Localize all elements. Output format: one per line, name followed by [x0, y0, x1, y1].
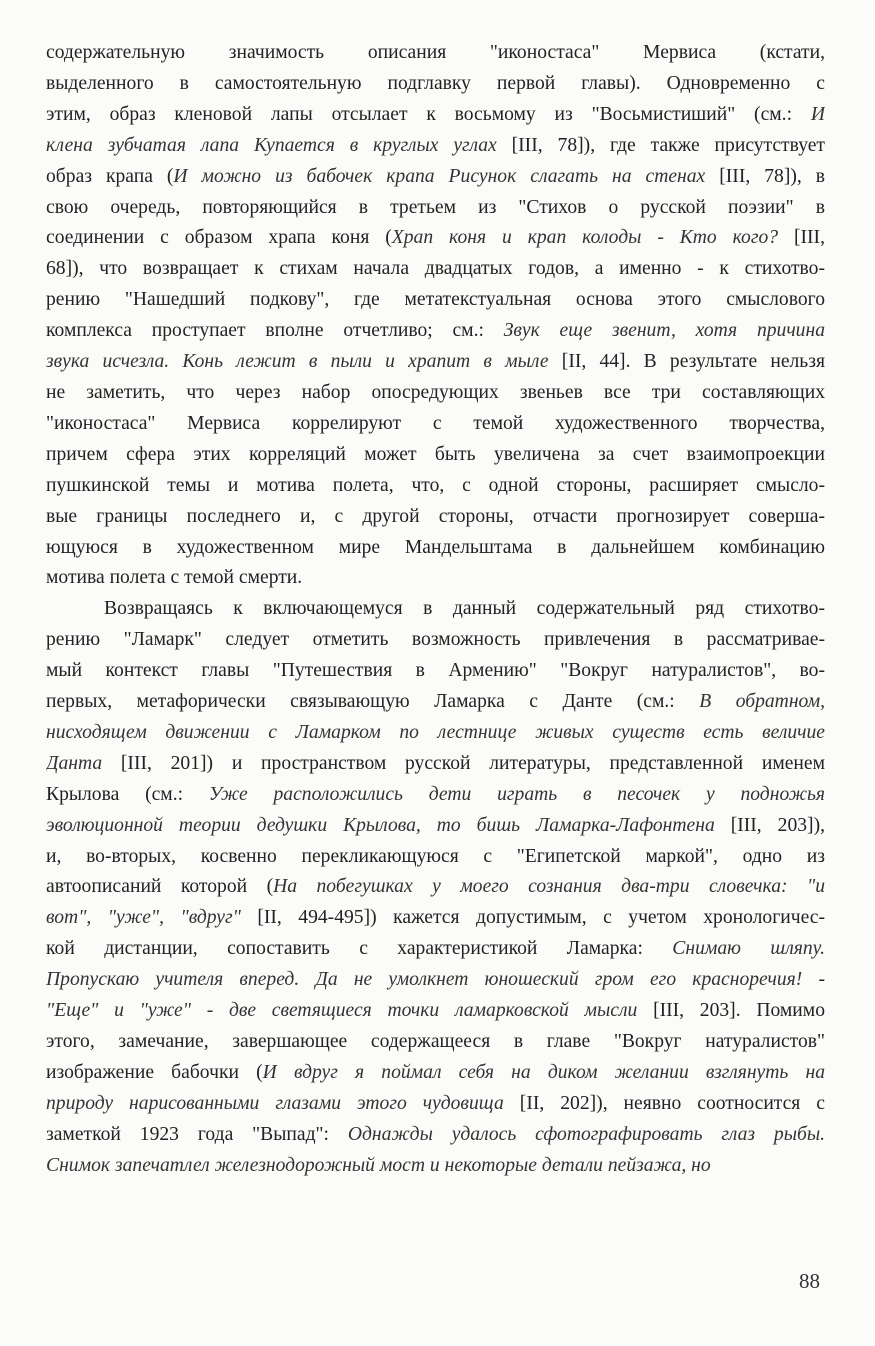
italic-quote: нисходящем движении с Ламарком по лестнице живых существ есть величие: [46, 721, 825, 743]
italic-quote: Храп коня и крап колоды - Кто кого?: [391, 227, 779, 249]
paragraph: [46, 38, 825, 594]
text-line: [46, 563, 825, 594]
text-line: [46, 872, 825, 903]
text-line: [46, 409, 825, 440]
text-line: [46, 1120, 825, 1151]
text-run: комплекса проступает вполне отчетливо; см.:: [46, 320, 504, 342]
page-number: 88: [799, 1269, 820, 1293]
italic-quote: звука исчезла. Конь лежит в пыли и храпит в мыле: [46, 351, 549, 373]
text-line: [46, 223, 825, 254]
italic-quote: Пропускаю учителя вперед. Да не умолкнет юношеский гром его красноречия!: [46, 969, 803, 991]
text-run: свою очередь, повторяющийся в третьем из "Стихов о русской поэзии" в: [46, 196, 825, 218]
text-run: рению "Нашедший подкову", где метатекстуальная основа этого смыслового: [46, 289, 825, 311]
text-run: образ крапа (: [46, 165, 174, 187]
text-line: [46, 811, 825, 842]
text-line: [46, 533, 825, 564]
text-line: [46, 749, 825, 780]
text-line: [46, 1151, 825, 1182]
text-line: [46, 502, 825, 533]
text-run: кой дистанции, сопоставить с характеристикой Ламарка:: [46, 938, 673, 960]
text-run: [II, 494-495]) кажется допустимым, с учетом хронологичес-: [240, 907, 825, 929]
text-run: изображение бабочки (: [46, 1061, 263, 1083]
text-run: Возвращаясь к включающемуся в данный содержательный ряд стихотво-: [104, 598, 825, 620]
text-run: [III, 201]) и пространством русской литературы, представленной именем: [102, 752, 825, 774]
text-line: [46, 625, 825, 656]
italic-quote: Снимок запечатлел железнодорожный мост и некоторые детали пейзажа, но: [46, 1154, 711, 1176]
italic-quote: Уже расположились дети играть в песочек у подножья: [208, 783, 825, 805]
italic-quote: эволюционной теории дедушки Крылова, то бишь Ламарка-Лафонтена: [46, 814, 715, 836]
italic-quote: И: [810, 103, 825, 125]
text-line: [46, 38, 825, 69]
text-run: автоописаний которой (: [46, 876, 274, 898]
italic-quote: природу нарисованными глазами этого чудовища: [46, 1092, 504, 1114]
body-text: [46, 38, 825, 1182]
italic-quote: клена зубчатая лапа Купается в круглых углах: [46, 134, 497, 156]
text-run: [III, 203]. Помимо: [637, 1000, 825, 1022]
text-line: [46, 1027, 825, 1058]
italic-quote: "Еще" и "уже" - две светящиеся точки ламарковской мысли: [46, 1000, 638, 1022]
text-run: содержательную значимость описания "иконостаса" Мервиса (кстати,: [46, 42, 825, 63]
text-line: [46, 285, 825, 316]
text-run: [II, 44]. В результате нельзя: [548, 351, 825, 373]
text-line: [46, 996, 825, 1027]
text-run: заметкой 1923 года "Выпад":: [46, 1123, 348, 1145]
text-run: ющуюся в художественном мире Мандельштама в дальнейшем комбинацию: [46, 536, 825, 558]
text-line: [46, 934, 825, 965]
italic-quote: И вдруг я поймал себя на диком желании взглянуть на: [262, 1061, 825, 1083]
text-run: рению "Ламарк" следует отметить возможность привлечения в рассматривае-: [46, 629, 825, 651]
italic-quote: Данта: [46, 752, 103, 774]
text-run: [III,: [778, 227, 825, 249]
text-line: [46, 131, 825, 162]
text-line: [46, 718, 825, 749]
text-line: [46, 1058, 825, 1089]
text-line: [46, 656, 825, 687]
text-run: этого, замечание, завершающее содержащееся в главе "Вокруг натуралистов": [46, 1031, 825, 1052]
text-line: [46, 903, 825, 934]
text-line: [46, 780, 825, 811]
text-line: [46, 440, 825, 471]
italic-quote: Звук еще звенит, хотя причина: [503, 320, 825, 342]
text-line: [46, 965, 825, 996]
text-run: не заметить, что через набор опосредующих звеньев все три составляющих: [46, 381, 825, 403]
text-line: [46, 471, 825, 502]
text-line: [46, 842, 825, 873]
text-line: [46, 69, 825, 100]
text-run: выделенного в самостоятельную подглавку первой главы). Одновременно с: [46, 72, 825, 94]
text-line: [46, 316, 825, 347]
text-run: [III, 78]), в: [705, 165, 825, 187]
text-line: [46, 594, 825, 625]
text-run: [II, 202]), неявно соотносится с: [503, 1092, 825, 1114]
text-run: мый контекст главы "Путешествия в Армению" "Вокруг натуралистов", во-: [46, 660, 825, 682]
italic-quote: И можно из бабочек крапа Рисунок слагать на стенах: [173, 165, 706, 187]
italic-quote: На побегушках у моего сознания два-три словечка: "и: [273, 876, 825, 898]
text-run: и, во-вторых, косвенно перекликающуюся с "Египетской маркой", одно из: [46, 845, 825, 867]
text-run: "иконостаса" Мервиса коррелируют с темой художественного творчества,: [46, 412, 825, 434]
text-run: пушкинской темы и мотива полета, что, с одной стороны, расширяет смысло-: [46, 474, 825, 496]
italic-quote: Снимаю шляпу.: [672, 938, 825, 960]
text-run: [III, 78]), где также присутствует: [496, 134, 825, 156]
text-line: [46, 100, 825, 131]
italic-quote: В обратном,: [699, 691, 825, 713]
text-line: [46, 378, 825, 409]
text-line: [46, 254, 825, 285]
text-run: -: [802, 969, 825, 991]
paragraph: [46, 594, 825, 1181]
text-line: [46, 347, 825, 378]
text-run: вые границы последнего и, с другой стороны, отчасти прогнозирует соверша-: [46, 505, 825, 527]
text-run: Крылова (см.:: [46, 783, 209, 805]
text-line: [46, 1089, 825, 1120]
text-line: [46, 687, 825, 718]
text-line: [46, 193, 825, 224]
text-run: первых, метафорически связывающую Ламарка с Данте (см.:: [46, 691, 700, 713]
text-run: соединении с образом храпа коня (: [46, 227, 392, 249]
text-run: [III, 203]),: [714, 814, 825, 836]
text-run: причем сфера этих корреляций может быть увеличена за счет взаимопроекции: [46, 443, 825, 465]
italic-quote: вот", "уже", "вдруг": [46, 907, 241, 929]
text-run: 68]), что возвращает к стихам начала двадцатых годов, а именно - к стихотво-: [46, 258, 825, 280]
text-run: этим, образ кленовой лапы отсылает к восьмому из "Восьмистиший" (см.:: [46, 103, 811, 125]
italic-quote: Однажды удалось сфотографировать глаз рыбы.: [347, 1123, 825, 1145]
text-run: мотива полета с темой смерти.: [46, 567, 303, 589]
text-line: [46, 162, 825, 193]
